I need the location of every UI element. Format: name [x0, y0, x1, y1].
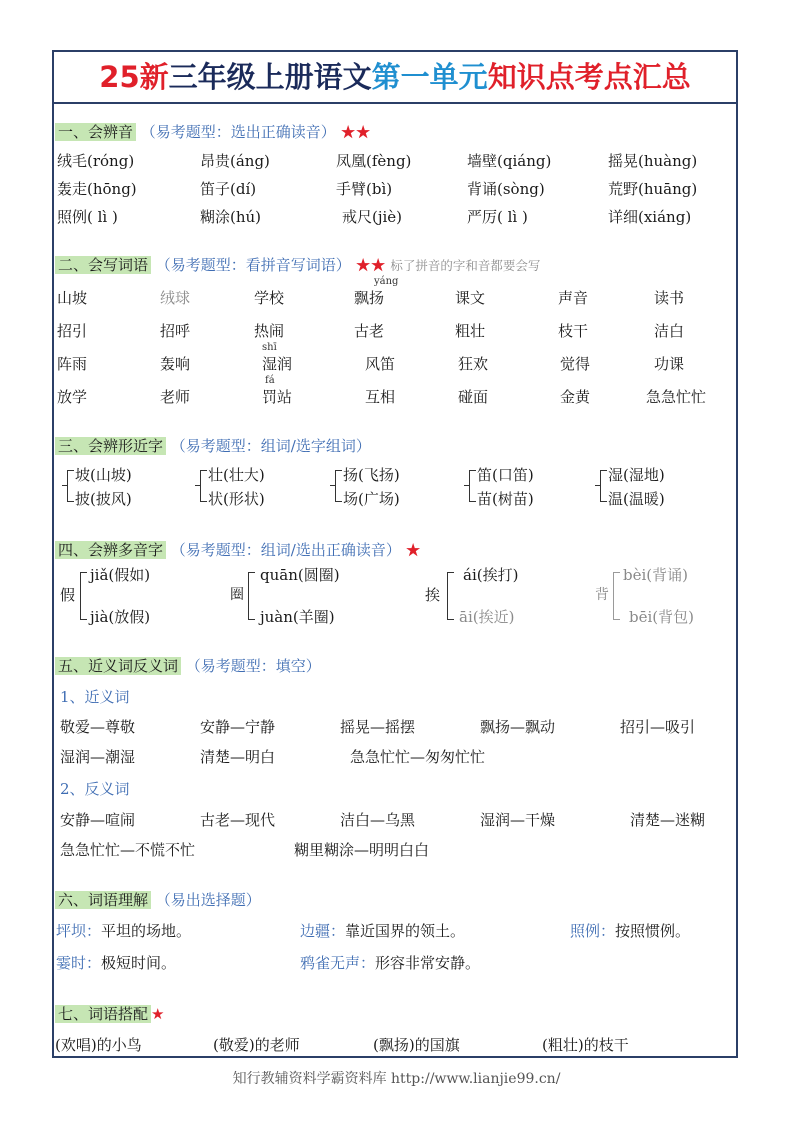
footer-watermark: 知行教辅资料学霸资料库 http://www.lianjie99.cn/ [232, 1071, 561, 1087]
section-7-heading: 七、词语搭配 ★ [55, 1003, 164, 1025]
pinyin-annotation: yáng [374, 276, 399, 287]
section-5-heading: 五、近义词反义词 （易考题型：填空） [55, 655, 321, 677]
section-6-heading: 六、词语理解 （易出选择题） [55, 889, 261, 911]
synonyms-subheading: 1、近义词 [60, 688, 130, 706]
section-2-heading: 二、会写词语 （易考题型：看拼音写词语） ★★ 标了拼音的字和音都要会写 [55, 254, 540, 276]
section-4-heading: 四、会辨多音字 （易考题型：组词/选出正确读音） ★ [55, 539, 421, 561]
title-divider [54, 102, 736, 104]
pinyin-annotation: fá [265, 375, 275, 386]
page-title: 25新三年级上册语文第一单元知识点考点汇总 [99, 60, 691, 94]
section-1-heading: 一、会辨音 （易考题型：选出正确读音） ★★ [55, 121, 371, 143]
pinyin-annotation: shī [262, 342, 277, 353]
antonyms-subheading: 2、反义词 [60, 780, 130, 798]
section-3-heading: 三、会辨形近字 （易考题型：组词/选字组词） [55, 435, 371, 457]
